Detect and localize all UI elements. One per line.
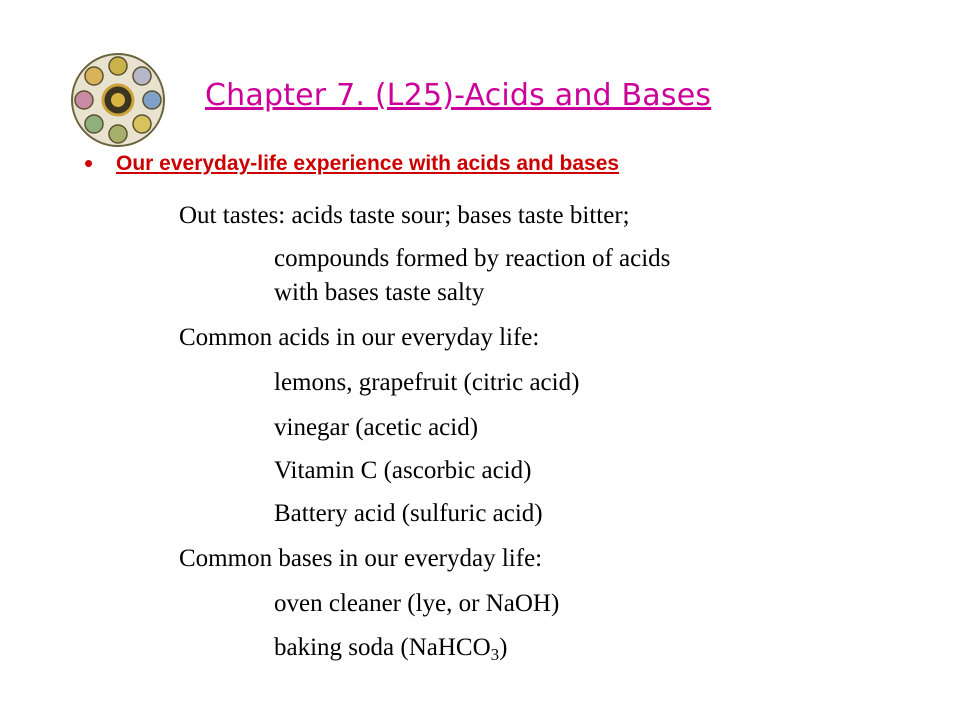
text-line-tastes: Out tastes: acids taste sour; bases taste bitter; bbox=[179, 202, 630, 229]
chemistry-wheel-logo-icon bbox=[68, 50, 168, 150]
text-line-oven-cleaner: oven cleaner (lye, or NaOH) bbox=[274, 590, 560, 617]
slide-title[interactable]: Chapter 7. (L25)-Acids and Bases bbox=[205, 78, 712, 113]
formula-subscript: 3 bbox=[490, 645, 500, 664]
text-line-common-acids: Common acids in our everyday life: bbox=[179, 324, 540, 351]
text-line-salty: with bases taste salty bbox=[274, 279, 485, 306]
bullet-icon: • bbox=[84, 148, 94, 178]
baking-soda-suffix: ) bbox=[499, 634, 508, 661]
bullet-heading-link[interactable]: Our everyday-life experience with acids and bases bbox=[116, 152, 620, 175]
text-line-compounds: compounds formed by reaction of acids bbox=[274, 245, 671, 272]
text-line-vinegar: vinegar (acetic acid) bbox=[274, 414, 479, 441]
text-line-battery-acid: Battery acid (sulfuric acid) bbox=[274, 500, 543, 527]
baking-soda-prefix: baking soda (NaHCO bbox=[274, 634, 491, 661]
text-line-vitamin-c: Vitamin C (ascorbic acid) bbox=[274, 457, 532, 484]
text-line-lemons: lemons, grapefruit (citric acid) bbox=[274, 369, 580, 396]
text-line-common-bases: Common bases in our everyday life: bbox=[179, 545, 543, 572]
text-line-baking-soda bbox=[274, 634, 507, 662]
